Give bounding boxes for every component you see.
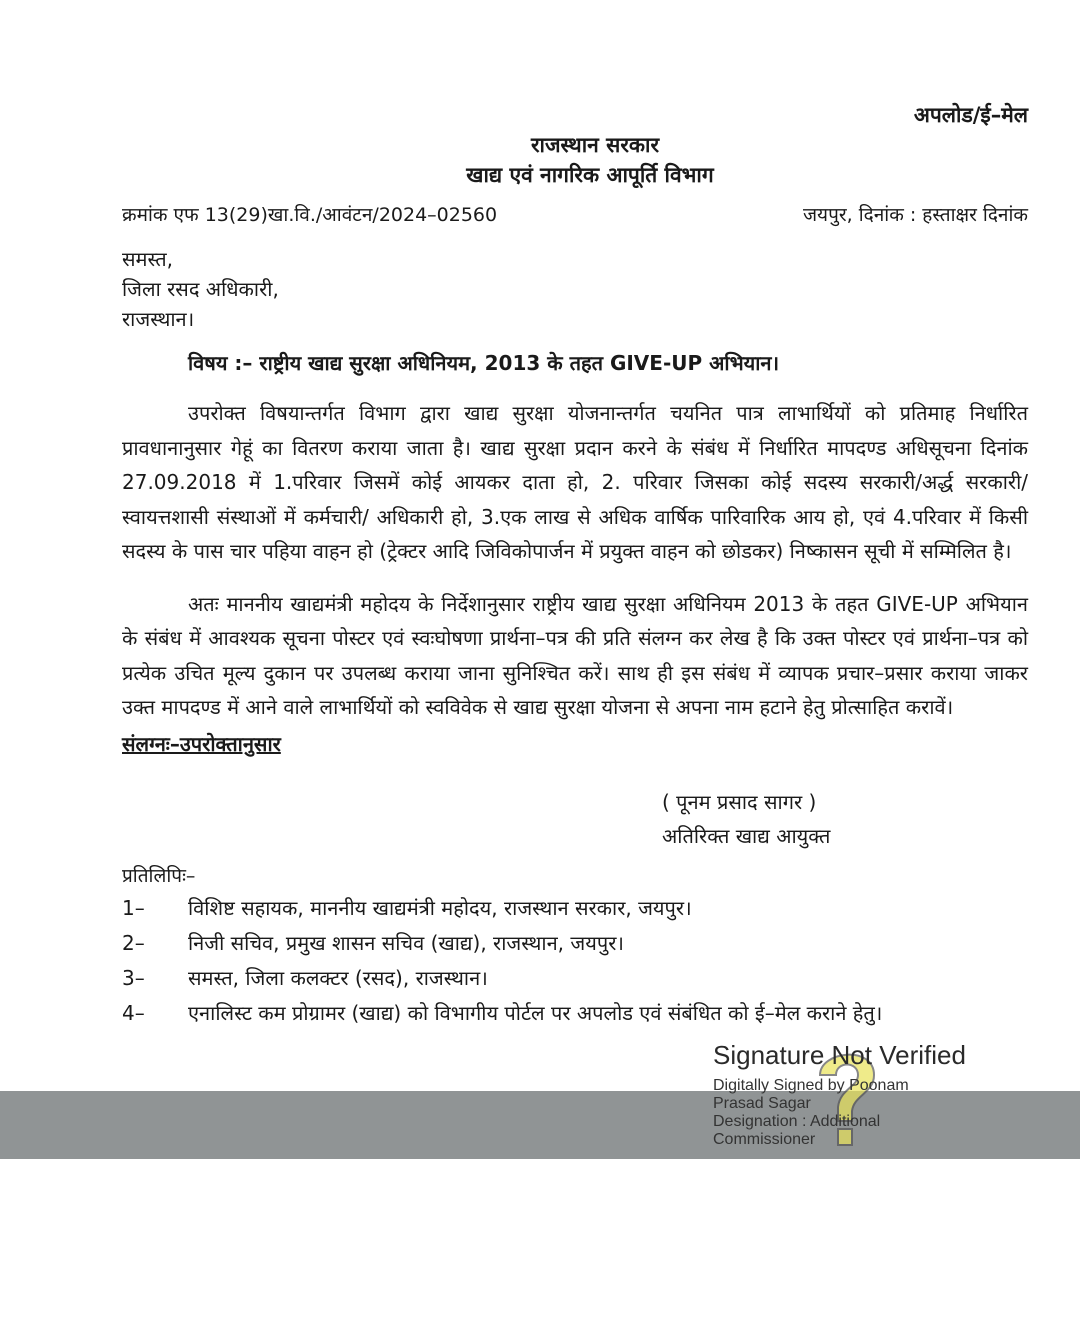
copy-to-item [122, 926, 1028, 961]
signature-detail-line: Designation : Additional [713, 1112, 881, 1130]
place-date: जयपुर, दिनांक : हस्ताक्षर दिनांक [802, 204, 1028, 226]
addressee-line: समस्त, [122, 247, 174, 271]
addressee-line: जिला रसद अधिकारी, [122, 277, 279, 301]
signatory-designation: अतिरिक्त खाद्य आयुक्त [662, 823, 831, 848]
subject-line: विषय :– राष्ट्रीय खाद्य सुरक्षा अधिनियम, 2013 के तहत GIVE-UP अभियान। [188, 351, 780, 375]
upload-email-note: अपलोड/ई–मेल [913, 103, 1028, 127]
department-title: खाद्य एवं नागरिक आपूर्ति विभाग [466, 163, 714, 187]
item-number: 3– [122, 965, 145, 990]
government-title: राजस्थान सरकार [530, 133, 660, 157]
addressee [122, 244, 1028, 334]
signature-detail-line: Digitally Signed by Poonam [713, 1076, 909, 1094]
body-paragraph-1: उपरोक्त विषयान्तर्गत विभाग द्वारा खाद्य सुरक्षा योजनान्तर्गत चयनित पात्र लाभार्थियों को प्रतिमाह निर्धारित प्रावधानानुसार गेहूं का वितरण कराया जाता है। खाद्य सुरक्षा प्रदान करने के संबंध में निर्धारित मापदण्ड अधिसूचना दिनांक 27.09.2018 में 1.परिवार जिसमें कोई आयकर दाता हो, 2. परिवार जिसका कोई सदस्य सरकारी/अर्द्ध सरकारी/स्वायत्तशासी संस्थाओं में कर्मचारी/ अधिकारी हो, 3.एक लाख से अधिक वार्षिक पारिवारिक आय हो, एवं 4.परिवार में किसी सदस्य के पास चार पहिया वाहन हो (ट्रेक्टर आदि जिविकोपार्जन में प्रयुक्त वाहन को छोडकर) निष्कासन सूची में सम्मिलित है। [122, 401, 1028, 563]
signature-detail-line: Prasad Sagar [713, 1094, 811, 1112]
reference-number: क्रमांक एफ 13(29)खा.वि./आवंटन/2024–02560 [122, 204, 498, 226]
copy-to-item [122, 996, 1028, 1031]
item-text: समस्त, जिला कलक्टर (रसद), राजस्थान। [188, 965, 488, 990]
signature-detail-line: Commissioner [713, 1130, 816, 1148]
reference-row [122, 200, 1028, 230]
digital-signature-area [0, 1039, 1080, 1159]
copy-to-label: प्रतिलिपिः– [122, 864, 196, 887]
body-paragraph-2: अतः माननीय खाद्यमंत्री महोदय के निर्देशानुसार राष्ट्रीय खाद्य सुरक्षा अधिनियम 2013 के तहत GIVE-UP अभियान के संबंध में आवश्यक सूचना पोस्टर एवं स्वःघोषणा प्रार्थना–पत्र की प्रति संलग्न कर लेख है कि उक्त पोस्टर एवं प्रार्थना–पत्र को प्रत्येक उचित मूल्य दुकान पर उपलब्ध कराया जाना सुनिश्चित करें। साथ ही इस संबंध में व्यापक प्रचार–प्रसार कराया जाकर उक्त मापदण्ड में आने वाले लाभार्थियों को स्वविवेक से खाद्य सुरक्षा योजना से अपना नाम हटाने हेतु प्रोत्साहित करावें। [122, 591, 1028, 719]
item-text: एनालिस्ट कम प्रोग्रामर (खाद्य) को विभागीय पोर्टल पर अपलोड एवं संबंधित को ई–मेल कराने हेतु। [188, 1000, 883, 1025]
digital-signature-block [713, 1039, 1080, 1155]
signatory-block [122, 785, 1028, 853]
item-number: 2– [122, 930, 145, 955]
copy-to-list [122, 891, 1028, 1031]
copy-to-item [122, 891, 1028, 926]
signatory-name: ( पूनम प्रसाद सागर ) [662, 789, 817, 814]
item-text: विशिष्ट सहायक, माननीय खाद्यमंत्री महोदय, राजस्थान सरकार, जयपुर। [188, 895, 692, 920]
item-text: निजी सचिव, प्रमुख शासन सचिव (खाद्य), राजस्थान, जयपुर। [188, 930, 624, 955]
item-number: 1– [122, 895, 145, 920]
signature-details [713, 1077, 1080, 1149]
copy-to-item [122, 961, 1028, 996]
addressee-line: राजस्थान। [122, 307, 195, 331]
item-number: 4– [122, 1000, 145, 1025]
signature-status: Signature Not Verified [713, 1039, 966, 1070]
enclosure-note: संलग्नः–उपरोक्तानुसार [122, 731, 281, 756]
